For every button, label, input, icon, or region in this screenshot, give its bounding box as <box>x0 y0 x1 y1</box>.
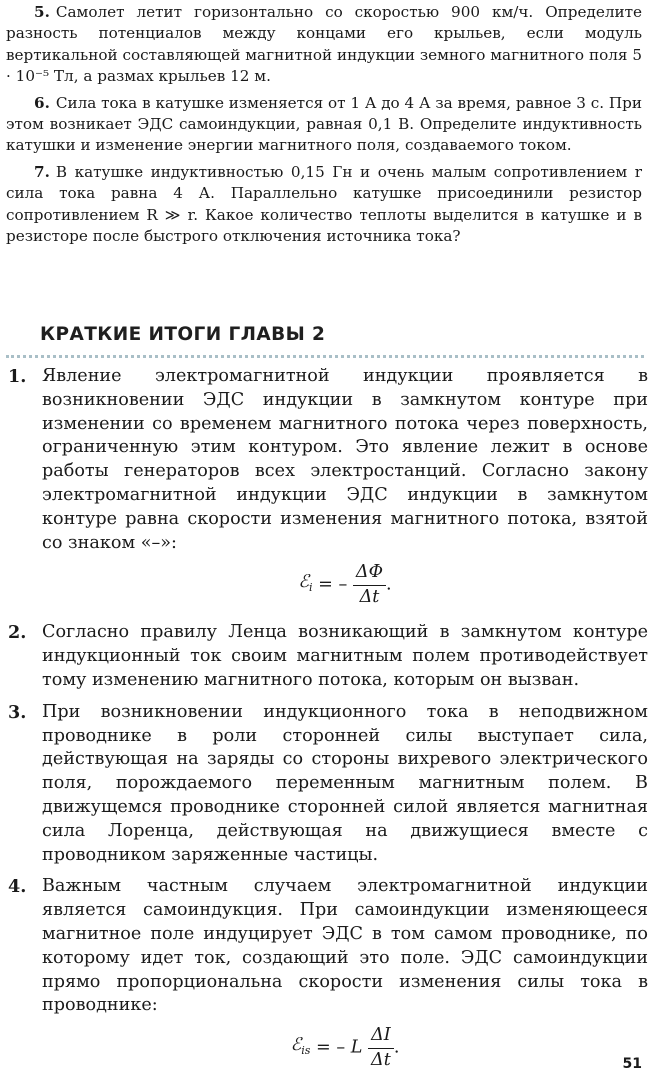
item-text: Согласно правилу Ленца возникающий в замкнутом контуре индукционный ток своим магнитным полем противодействует тому изменению магнитного потока, которым он вызван. <box>42 622 648 690</box>
item-text: Явление электромагнитной индукции проявляется в возникновении ЭДС индукции в замкнутом контуре при изменении со временем магнитного потока через поверхность, ограниченную этим контуром. Это явление лежит в основе работы генераторов всех электростанций. Согласно закону электромагнитной индукции ЭДС индукции в замкнутом контуре равна скорости изменения магнитного потока, взятой со знаком «–»: <box>42 366 648 553</box>
formula-end: . <box>393 1037 400 1058</box>
formula-lhs: ℰ$_{is}$ <box>290 1035 311 1058</box>
formula-denominator: Δt <box>371 1049 391 1070</box>
problem-7 <box>6 162 642 248</box>
problem-text: Сила тока в катушке изменяется от 1 А до 4 А за время, равное 3 с. При этом возникает ЭДС самоиндукции, равная 0,1 В. Определите индуктивность катушки и изменение энергии магнитного поля, создаваемого током. <box>6 93 642 155</box>
summary-item-1 <box>6 365 648 613</box>
formula-fraction <box>353 561 386 610</box>
summary-item-2 <box>6 621 648 692</box>
formula-numerator: ΔI <box>368 1024 394 1049</box>
self-induction-formula <box>42 1024 648 1076</box>
item-number: 2. <box>8 622 27 644</box>
emf-induction-formula <box>42 561 648 613</box>
formula-coefficient: L <box>350 1037 363 1058</box>
formula-operator: = – <box>316 1037 346 1058</box>
summary-item-4 <box>6 875 648 1076</box>
item-number: 4. <box>8 876 27 898</box>
problem-number: 6. <box>34 93 50 112</box>
formula-end: . <box>386 574 392 595</box>
formula-lhs: ℰ$_i$ <box>298 572 313 595</box>
problem-number: 5. <box>34 3 50 21</box>
problem-6 <box>6 93 642 157</box>
formula-operator: = – <box>318 574 348 595</box>
item-text: Важным частным случаем электромагнитной индукции является самоиндукция. При самоиндукции изменяющееся магнитное поле индуцирует ЭДС в том самом проводнике, по которому идет ток, создающий это поле. ЭДС самоиндукции прямо пропорциональна скорости изменения силы тока в проводнике: <box>42 876 648 1016</box>
problem-number: 7. <box>34 162 50 181</box>
item-number: 3. <box>8 701 27 723</box>
formula-denominator: Δt <box>359 587 380 608</box>
formula-numerator: ΔΦ <box>353 561 386 586</box>
problem-text: Самолет летит горизонтально со скоростью 900 км/ч. Определите разность потенциалов между концами его крыльев, если модуль вертикальной составляющей магнитной индукции земного магнитного поля 5 · 10⁻⁵ Тл, а размах крыльев 12 м. <box>6 3 642 86</box>
summary-list <box>6 365 648 1084</box>
problems-section <box>6 2 642 252</box>
item-number: 1. <box>8 366 27 387</box>
heading-divider <box>6 355 644 358</box>
summary-item-3 <box>6 701 648 868</box>
problem-5 <box>6 2 642 88</box>
item-text: При возникновении индукционного тока в неподвижном проводнике в роли сторонней силы выступает сила, действующая на заряды со стороны вихревого электрического поля, порождаемого переменным магнитным полем. В движущемся проводнике сторонней силой является магнитная сила Лоренца, действующая на движущиеся вместе с проводником заряженные частицы. <box>42 701 648 865</box>
formula-fraction <box>368 1024 394 1073</box>
problem-text: В катушке индуктивностью 0,15 Гн и очень малым сопротивлением r сила тока равна 4 А. Параллельно катушке присоединили резистор сопротивлением R ≫ r. Какое количество теплоты выделится в катушке и в резисторе после быстрого отключения источника тока? <box>6 162 642 246</box>
chapter-summary-heading: КРАТКИЕ ИТОГИ ГЛАВЫ 2 <box>40 324 326 345</box>
page-number: 51 <box>622 1056 642 1072</box>
